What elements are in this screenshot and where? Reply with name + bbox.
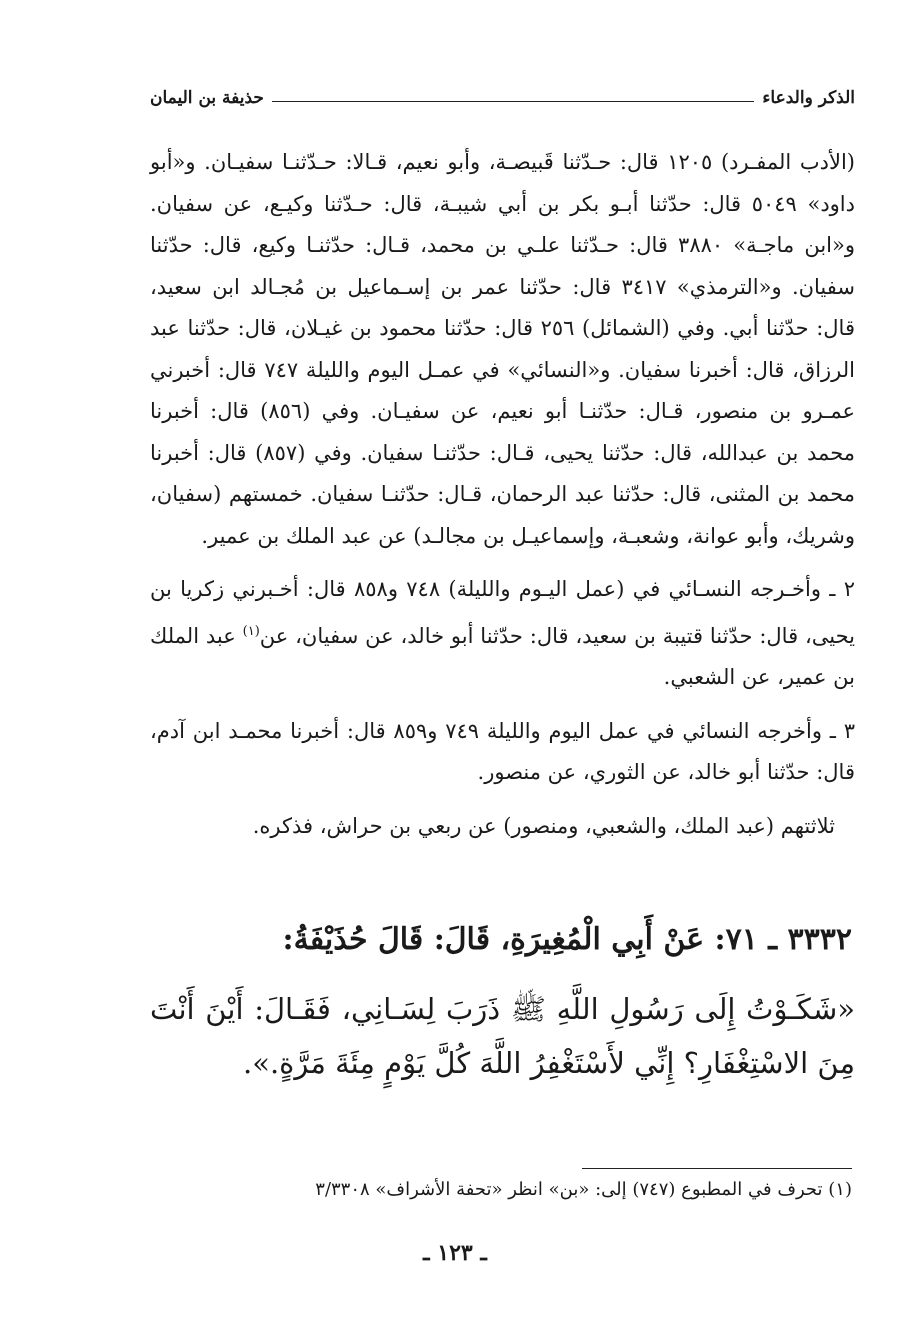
paragraph-2-end: عبد الملك بن عمير، عن الشعبي. xyxy=(150,623,855,689)
paragraph-3: ٣ ـ وأخرجه النسائي في عمل اليوم والليلة ٧٤٩ و٨٥٩ قال: أخبرنا محمـد ابن آدم، قال: حدّثنا أبو خالد، عن الثوري، عن منصور. xyxy=(150,718,855,784)
footnote-reference: (١) xyxy=(242,623,260,639)
section-title: حذيفة بن اليمان xyxy=(150,88,264,108)
paragraph-2 xyxy=(150,569,855,699)
hadith-text: «شَكَـوْتُ إِلَى رَسُولِ اللَّهِ ﷺ ذَرَبَ لِسَـانِي، فَقَـالَ: أَيْنَ أَنْتَ مِنَ الاسْتِغْفَارِ؟ إِنِّي لأَسْتَغْفِرُ اللَّهَ كُلَّ يَوْمٍ مِئَةَ مَرَّةٍ.». xyxy=(150,992,855,1080)
paragraph-4: ثلاثتهم (عبد الملك، والشعبي، ومنصور) عن ربعي بن حراش، فذكره. xyxy=(252,813,835,838)
footnote: (١) تحرف في المطبوع (٧٤٧) إلى: «بن» انظر «تحفة الأشراف» ٣/٣٣٠٨ xyxy=(315,1179,852,1200)
header-rule xyxy=(272,101,755,102)
page-number: ـ ١٢٣ ـ xyxy=(423,1240,487,1266)
paragraph-2-text: ٢ ـ وأخـرجه النسـائي في (عمل اليـوم والليلة) ٧٤٨ و٨٥٨ قال: أخـبرني زكريا بن يحيى، قال: حدّثنا قتيبة بن سعيد، قال: حدّثنا أبو خالد، عن سفيان، عن xyxy=(150,577,855,648)
hadith-heading: ٣٣٣٢ ـ ٧١: عَنْ أَبِي الْمُغِيرَةِ، قَالَ: قَالَ حُذَيْفَةُ: xyxy=(282,922,852,957)
chapter-title: الذكر والدعاء xyxy=(762,88,855,108)
paragraph-1: (الأدب المفـرد) ١٢٠٥ قال: حـدّثنا قَبيصـة، وأبو نعيم، قـالا: حـدّثنـا سفيـان. و«أبو داود» ٥٠٤٩ قال: حدّثنا أبـو بكر بن أبي شيبـة، قال: حـدّثنا وكيـع، عن سفيان. و«ابن ماجـة» ٣٨٨٠ قال: حـدّثنا علـي بن محمد، قـال: حدّثنـا وكيع، قال: حدّثنا سفيان. و«الترمذي» ٣٤١٧ قال: حدّثنا عمر بن إسـماعيل بن مُجـالد ابن سعيد، قال: حدّثنا أبي. وفي (الشمائل) ٢٥٦ قال: حدّثنا محمود بن غيـلان، قال: حدّثنا عبد الرزاق، قال: أخبرنا سفيان. و«النسائي» في عمـل اليوم والليلة ٧٤٧ قال: أخبرني عمـرو بن منصور، قـال: حدّثنـا أبو نعيم، عن سفيـان. وفي (٨٥٦) قال: أخبرنا محمد بن عبدالله، قال: حدّثنا يحيى، قـال: حدّثنـا سفيان. وفي (٨٥٧) قال: أخبرنا محمد بن المثنى، قال: حدّثنا عبد الرحمان، قـال: حدّثنـا سفيان. خمستهم (سفيان، وشريك، وأبو عوانة، وشعبـة، وإسماعيـل بن مجالـد) عن عبد الملك بن عمير. xyxy=(150,150,856,548)
takhrij-text xyxy=(150,142,855,847)
running-header xyxy=(150,82,855,108)
footnote-rule xyxy=(582,1168,852,1169)
